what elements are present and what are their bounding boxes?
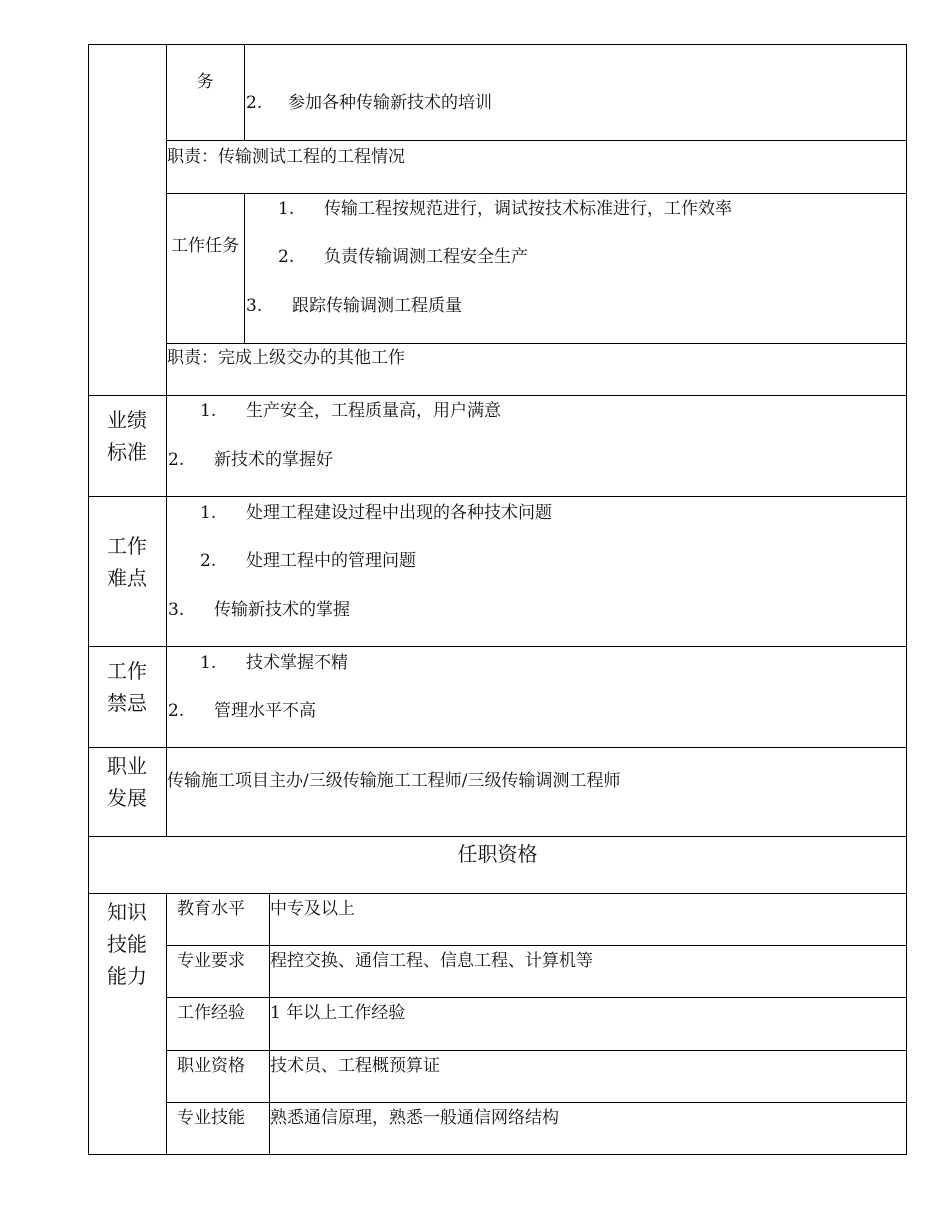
- h-line-140: [166, 140, 907, 141]
- qual-row-label: 专业技能: [177, 1108, 245, 1128]
- taboo-item-num: 2.: [168, 701, 185, 721]
- performance-label: 业绩标准: [107, 408, 147, 464]
- qual-row-label: 教育水平: [177, 899, 245, 919]
- taboo-label: 工作禁忌: [107, 659, 147, 715]
- task-label: 工作任务: [171, 236, 239, 256]
- h-line-193: [166, 193, 907, 194]
- h-line-395: [88, 395, 907, 396]
- h-line-836: [88, 836, 907, 837]
- task-item-num: 1.: [278, 199, 295, 219]
- difficulty-label: 工作难点: [107, 534, 147, 590]
- divider-task-2: [244, 193, 245, 343]
- border-left: [88, 44, 89, 1155]
- qual-row-value: 中专及以上: [270, 899, 355, 919]
- duty-title-testing: 职责：传输测试工程的工程情况: [167, 147, 405, 167]
- performance-item-text: 新技术的掌握好: [214, 450, 333, 470]
- difficulty-item-text: 处理工程中的管理问题: [246, 551, 416, 571]
- h-line-343: [166, 343, 907, 344]
- taboo-item-num: 1.: [200, 653, 217, 673]
- taboo-item-text: 技术掌握不精: [246, 653, 348, 673]
- performance-item-num: 2.: [168, 450, 185, 470]
- qual-row-label: 专业要求: [177, 951, 245, 971]
- difficulty-item-text: 处理工程建设过程中出现的各种技术问题: [246, 503, 552, 523]
- career-label: 职业发展: [107, 754, 147, 810]
- task-item-text: 负责传输调测工程安全生产: [324, 247, 528, 267]
- divider-left-col-bottom: [166, 893, 167, 1155]
- h-line-1102: [166, 1102, 907, 1103]
- difficulty-item-num: 2.: [200, 551, 217, 571]
- performance-item-num: 1.: [200, 401, 217, 421]
- duty-title-other: 职责：完成上级交办的其他工作: [167, 348, 405, 368]
- qual-row-label: 工作经验: [177, 1003, 245, 1023]
- divider-task-1: [244, 44, 245, 140]
- difficulty-item-num: 3.: [168, 600, 185, 620]
- border-top: [88, 44, 907, 45]
- performance-item-text: 生产安全，工程质量高，用户满意: [246, 401, 501, 421]
- task-item-text: 传输工程按规范进行，调试按技术标准进行，工作效率: [324, 199, 732, 219]
- h-line-893: [88, 893, 907, 894]
- qual-row-value: 1 年以上工作经验: [270, 1003, 406, 1023]
- qual-row-value: 熟悉通信原理，熟悉一般通信网络结构: [270, 1108, 559, 1128]
- task-item-num: 2.: [246, 93, 263, 113]
- career-text: 传输施工项目主办/三级传输施工工程师/三级传输调测工程师: [167, 771, 621, 791]
- task-item-num: 2.: [278, 247, 295, 267]
- task-item-text: 参加各种传输新技术的培训: [288, 93, 492, 113]
- qual-row-value: 技术员、工程概预算证: [270, 1056, 440, 1076]
- h-line-945: [166, 945, 907, 946]
- task-label-tail: 务: [196, 72, 214, 92]
- task-item-num: 3.: [246, 296, 263, 316]
- h-line-747: [88, 747, 907, 748]
- task-item-text: 跟踪传输调测工程质量: [292, 296, 462, 316]
- taboo-item-text: 管理水平不高: [214, 701, 316, 721]
- qual-row-label: 职业资格: [177, 1056, 245, 1076]
- qualification-group-label: 知识技能能力: [107, 900, 147, 988]
- h-line-496: [88, 496, 907, 497]
- qualification-heading: 任职资格: [457, 842, 538, 866]
- difficulty-item-num: 1.: [200, 503, 217, 523]
- border-bottom: [88, 1154, 907, 1155]
- qual-row-value: 程控交换、通信工程、信息工程、计算机等: [270, 951, 593, 971]
- difficulty-item-text: 传输新技术的掌握: [214, 600, 350, 620]
- h-line-997: [166, 997, 907, 998]
- border-right: [906, 44, 907, 1155]
- h-line-646: [88, 646, 907, 647]
- h-line-1050: [166, 1050, 907, 1051]
